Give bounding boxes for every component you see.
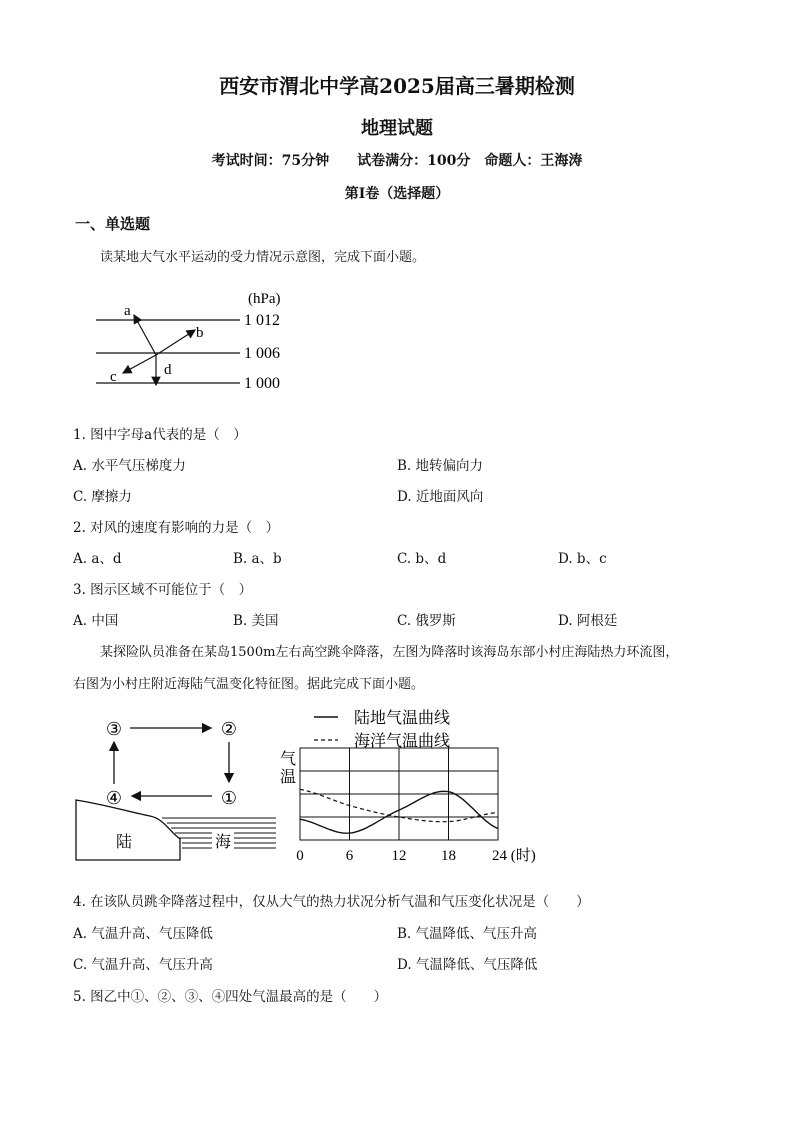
paper-title: 西安市渭北中学高2025届高三暑期检测 xyxy=(219,74,575,98)
q4-option-c[interactable]: C. 气温升高、气压升高 xyxy=(73,957,213,973)
y-label-2: 温 xyxy=(279,769,297,786)
land-label: 陆 xyxy=(115,834,133,851)
section-title: 一、单选题 xyxy=(75,215,151,233)
q2-option-d[interactable]: D. b、c xyxy=(558,551,607,567)
isobar-label-2: 1 006 xyxy=(244,345,280,362)
sea-label: 海 xyxy=(214,834,232,851)
q4-option-d[interactable]: D. 气温降低、气压降低 xyxy=(397,957,538,973)
exam-info: 考试时间：75分钟 试卷满分：100分 命题人：王海涛 xyxy=(211,153,583,169)
group1-intro: 读某地大气水平运动的受力情况示意图，完成下面小题。 xyxy=(100,250,426,265)
label-b: b xyxy=(196,325,204,341)
point-2: ② xyxy=(220,719,238,739)
vector-a xyxy=(134,315,156,355)
label-a: a xyxy=(124,303,131,319)
y-label-1: 气 xyxy=(279,751,297,768)
q1-option-d[interactable]: D. 近地面风向 xyxy=(397,489,484,505)
q1-stem: 1. 图中字母a代表的是（ ） xyxy=(73,427,247,443)
q1-option-b[interactable]: B. 地转偏向力 xyxy=(397,458,484,474)
x-tick-24: 24 (时) xyxy=(492,848,536,864)
x-tick-6: 6 xyxy=(345,848,354,864)
legend-sea-label: 海洋气温曲线 xyxy=(354,733,451,750)
x-tick-12: 12 xyxy=(391,848,407,864)
label-c: c xyxy=(110,369,117,385)
chart-grid xyxy=(300,748,498,840)
group2-intro-line2: 右图为小村庄附近海陆气温变化特征图。据此完成下面小题。 xyxy=(73,677,425,692)
q2-stem: 2. 对风的速度有影响的力是（ ） xyxy=(73,520,280,536)
point-3: ③ xyxy=(105,719,123,739)
paper-subject: 地理试题 xyxy=(361,118,433,139)
x-tick-18: 18 xyxy=(441,848,456,864)
q5-stem: 5. 图乙中①、②、③、④四处气温最高的是（ ） xyxy=(73,989,388,1005)
vector-b xyxy=(156,330,195,355)
legend-land-label: 陆地气温曲线 xyxy=(354,710,451,727)
part-title: 第I卷（选择题） xyxy=(344,186,450,202)
point-1: ① xyxy=(220,788,238,808)
q3-option-a[interactable]: A. 中国 xyxy=(73,613,119,629)
q2-option-a[interactable]: A. a、d xyxy=(73,551,122,567)
point-4: ④ xyxy=(105,788,123,808)
q2-option-c[interactable]: C. b、d xyxy=(397,551,447,567)
land-shape xyxy=(76,800,180,860)
temperature-chart xyxy=(272,702,562,874)
q2-option-b[interactable]: B. a、b xyxy=(233,551,282,567)
isobar-label-1: 1 012 xyxy=(244,312,280,329)
q3-option-c[interactable]: C. 俄罗斯 xyxy=(397,613,456,629)
q3-stem: 3. 图示区域不可能位于（ ） xyxy=(73,582,253,598)
unit-label: (hPa) xyxy=(248,291,281,307)
q4-stem: 4. 在该队员跳伞降落过程中，仅从大气的热力状况分析气温和气压变化状况是（ ） xyxy=(73,894,590,910)
q1-option-c[interactable]: C. 摩擦力 xyxy=(73,489,132,505)
q3-option-b[interactable]: B. 美国 xyxy=(233,613,279,629)
vector-c xyxy=(123,355,156,373)
circulation-diagram xyxy=(72,712,282,862)
isobar-label-3: 1 000 xyxy=(244,375,280,392)
q1-option-a[interactable]: A. 水平气压梯度力 xyxy=(73,458,186,474)
label-d: d xyxy=(164,362,172,378)
x-tick-0: 0 xyxy=(296,848,304,864)
force-diagram xyxy=(90,285,300,395)
q4-option-b[interactable]: B. 气温降低、气压升高 xyxy=(397,926,538,942)
group2-intro-line1: 某探险队员准备在某岛1500m左右高空跳伞降落，左图为降落时该海岛东部小村庄海陆热力环流图， xyxy=(100,645,679,660)
q4-option-a[interactable]: A. 气温升高、气压降低 xyxy=(73,926,213,942)
q3-option-d[interactable]: D. 阿根廷 xyxy=(558,613,618,629)
